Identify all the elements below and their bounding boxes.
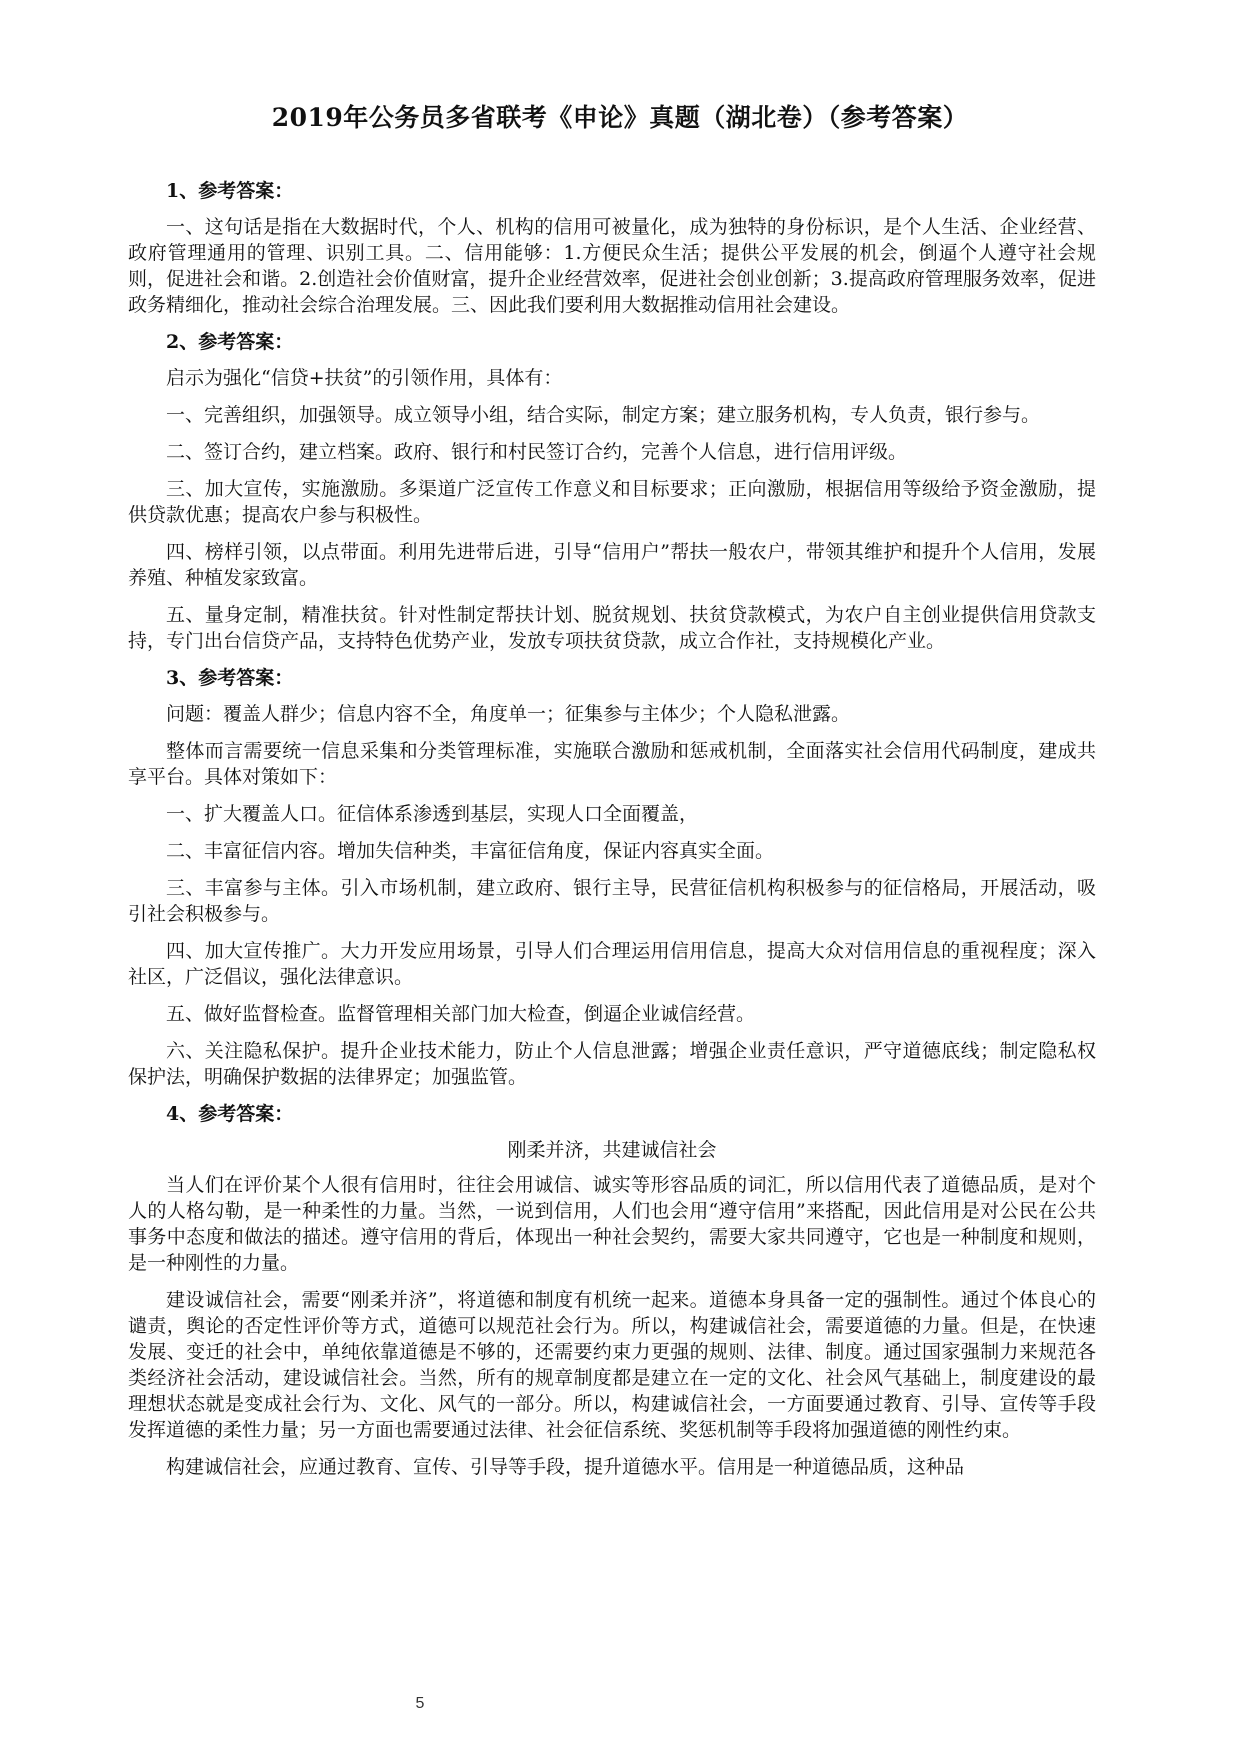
section-heading: 2、参考答案： [166, 331, 294, 353]
paragraph: 四、榜样引领，以点带面。利用先进带后进，引导“信用户”帮扶一般农户，带领其维护和提升个人信用，发展养殖、种植发家致富。 [128, 541, 1096, 589]
paragraph: 构建诚信社会，应通过教育、宣传、引导等手段，提升道德水平。信用是一种道德品质，这种品 [166, 1456, 965, 1478]
paragraph: 启示为强化“信贷+扶贫”的引领作用，具体有： [166, 367, 563, 389]
paragraph: 四、加大宣传推广。大力开发应用场景，引导人们合理运用信用信息，提高大众对信用信息的重视程度；深入社区，广泛倡议，强化法律意识。 [128, 940, 1096, 988]
paragraph: 整体而言需要统一信息采集和分类管理标准，实施联合激励和惩戒机制，全面落实社会信用代码制度，建成共享平台。具体对策如下： [128, 740, 1096, 788]
page-number: 5 [415, 1695, 425, 1712]
paragraph: 五、做好监督检查。监督管理相关部门加大检查，倒逼企业诚信经营。 [166, 1003, 756, 1025]
document-body [128, 178, 1096, 1491]
paragraph: 三、加大宣传，实施激励。多渠道广泛宣传工作意义和目标要求；正向激励，根据信用等级给予资金激励，提供贷款优惠；提高农户参与积极性。 [128, 478, 1096, 526]
paragraph: 问题：覆盖人群少；信息内容不全，角度单一；征集参与主体少；个人隐私泄露。 [166, 703, 851, 725]
paragraph: 五、量身定制，精准扶贫。针对性制定帮扶计划、脱贫规划、扶贫贷款模式，为农户自主创业提供信用贷款支持，专门出台信贷产品，支持特色优势产业，发放专项扶贫贷款，成立合作社，支持规模化产业。 [128, 604, 1096, 652]
paragraph: 三、丰富参与主体。引入市场机制，建立政府、银行主导，民营征信机构积极参与的征信格局，开展活动，吸引社会积极参与。 [128, 877, 1096, 925]
page-title: 2019年公务员多省联考《申论》真题（湖北卷）（参考答案） [271, 103, 969, 132]
paragraph: 六、关注隐私保护。提升企业技术能力，防止个人信息泄露；增强企业责任意识，严守道德底线；制定隐私权保护法，明确保护数据的法律界定；加强监管。 [128, 1040, 1096, 1088]
section-heading: 1、参考答案： [166, 180, 294, 202]
section-heading: 3、参考答案： [166, 667, 294, 689]
paragraph: 二、签订合约，建立档案。政府、银行和村民签订合约，完善个人信息，进行信用评级。 [166, 441, 908, 463]
paragraph: 建设诚信社会，需要“刚柔并济”，将道德和制度有机统一起来。道德本身具备一定的强制性。通过个体良心的谴责，舆论的否定性评价等方式，道德可以规范社会行为。所以，构建诚信社会，需要道德的力量。但是，在快速发展、变迁的社会中，单纯依靠道德是不够的，还需要约束力更强的规则、法律、制度。通过国家强制力来规范各类经济社会活动，建设诚信社会。当然，所有的规章制度都是建立在一定的文化、社会风气基础上，制度建设的最理想状态就是变成社会行为、文化、风气的一部分。所以，构建诚信社会，一方面要通过教育、引导、宣传等手段发挥道德的柔性力量；另一方面也需要通过法律、社会征信系统、奖惩机制等手段将加强道德的刚性约束。 [128, 1289, 1096, 1441]
paragraph: 一、扩大覆盖人口。征信体系渗透到基层，实现人口全面覆盖， [166, 803, 699, 825]
essay-title: 刚柔并济，共建诚信社会 [507, 1139, 717, 1161]
paragraph: 当人们在评价某个人很有信用时，往往会用诚信、诚实等形容品质的词汇，所以信用代表了道德品质，是对个人的人格勾勒，是一种柔性的力量。当然，一说到信用，人们也会用“遵守信用”来搭配，因此信用是对公民在公共事务中态度和做法的描述。遵守信用的背后，体现出一种社会契约，需要大家共同遵守，它也是一种制度和规则，是一种刚性的力量。 [128, 1174, 1096, 1274]
paragraph: 二、丰富征信内容。增加失信种类，丰富征信角度，保证内容真实全面。 [166, 840, 775, 862]
paragraph: 一、完善组织，加强领导。成立领导小组，结合实际，制定方案；建立服务机构，专人负责，银行参与。 [166, 404, 1041, 426]
paragraph: 一、这句话是指在大数据时代，个人、机构的信用可被量化，成为独特的身份标识，是个人生活、企业经营、政府管理通用的管理、识别工具。二、信用能够：1.方便民众生活；提供公平发展的机会，倒逼个人遵守社会规则，促进社会和谐。2.创造社会价值财富，提升企业经营效率，促进社会创业创新；3.提高政府管理服务效率，促进政务精细化，推动社会综合治理发展。三、因此我们要利用大数据推动信用社会建设。 [128, 216, 1096, 316]
section-heading: 4、参考答案： [166, 1103, 294, 1125]
